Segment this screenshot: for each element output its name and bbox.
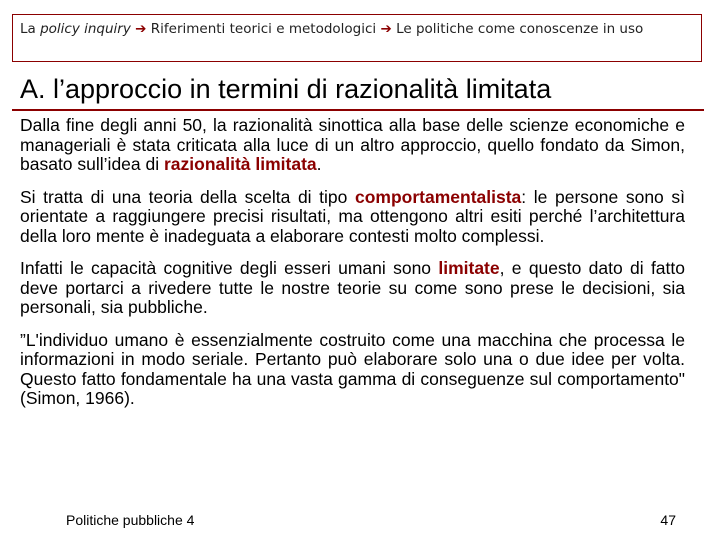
footer-course: Politiche pubbliche 4: [66, 512, 195, 528]
paragraph-2-end: : le persone sono sì orientate a raggiungere precisi risultati, ma ottengono altri esiti perché l’architettura della loro mente è inadeguata a elaborare contesti molto complessi.: [20, 186, 685, 246]
highlight-razionalita-limitata: razionalità limitata: [163, 154, 317, 174]
slide-title: A. l’approccio in termini di razionalità limitata: [20, 74, 552, 104]
highlight-limitate: limitate: [438, 258, 500, 278]
right-arrow-icon: ➔: [135, 21, 147, 37]
right-arrow-icon: ➔: [380, 21, 392, 37]
breadcrumb-policy-inquiry: policy inquiry: [40, 21, 131, 37]
breadcrumb-riferimenti: Riferimenti teorici e metodologici: [150, 21, 377, 37]
paragraph-1-text: Dalla fine degli anni 50, la razionalità sinottica alla base delle scienze economiche e manageriali è stata criticata alla luce di un altro approccio, quello fondato da Simon, basato sull’idea di: [20, 115, 685, 174]
paragraph-3: [20, 259, 685, 318]
paragraph-1: [20, 116, 685, 175]
paragraph-2: [20, 188, 685, 247]
slide-body: [20, 116, 685, 422]
paragraph-2-text: Si tratta di una teoria della scelta di tipo: [20, 186, 355, 207]
paragraph-4-quote: ”L'individuo umano è essenzialmente costruito come una macchina che processa le informazioni in modo seriale. Pertanto può elaborare solo una o due idee per volta. Questo fatto fondamentale ha una vasta gamma di conseguenze sul comportamento" (Simon, 1966).: [20, 329, 685, 408]
paragraph-1-end: .: [316, 154, 322, 174]
highlight-comportamentalista: comportamentalista: [355, 186, 522, 207]
breadcrumb-header: [12, 14, 702, 62]
breadcrumb-prefix: La: [20, 21, 41, 37]
breadcrumb-politiche: Le politiche come conoscenze in uso: [396, 21, 644, 37]
title-divider: [12, 109, 704, 111]
page-number: 47: [660, 512, 676, 528]
paragraph-3-end: , e questo dato di fatto deve portarci a rivedere tutte le nostre teorie su come sono prese le decisioni, sia personali, sia pubbliche.: [20, 258, 685, 317]
paragraph-3-text: Infatti le capacità cognitive degli esseri umani sono: [20, 258, 439, 278]
